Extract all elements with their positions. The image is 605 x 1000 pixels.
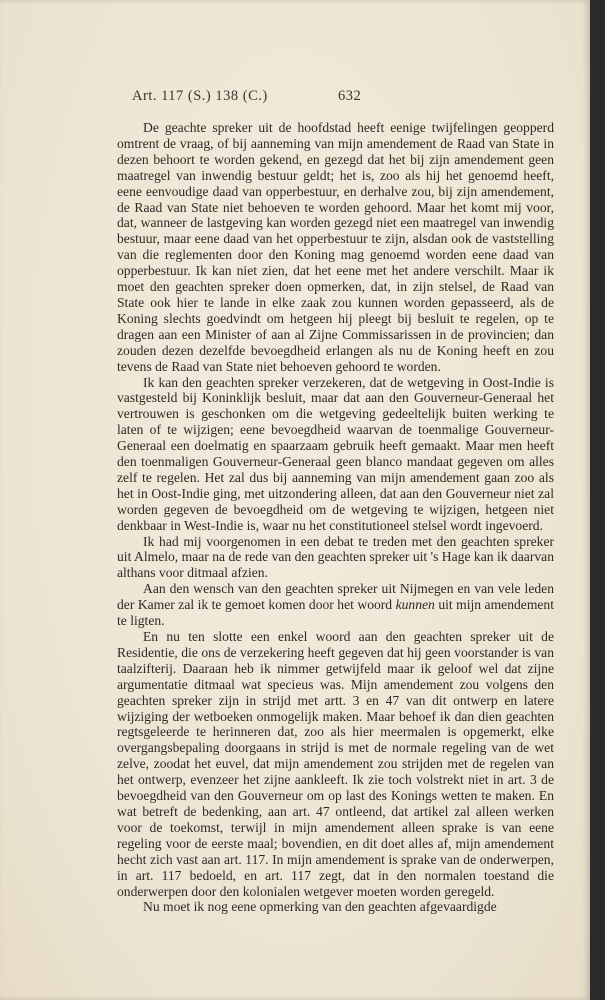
running-title: Art. 117 (S.) 138 (C.)	[132, 88, 268, 104]
paragraph: Ik kan den geachten spreker verzekeren, dat de wetgeving in Oost-Indie is vastgesteld bij Koninklijk besluit, maar dat aan den Gouverneur-Generaal het vertrouwen is geschonken om die wetgeving gedeeltelijk buiten werking te laten of te wijzigen; eene bevoegdheid waarvan de toenmalige Gouverneur-Generaal een doelmatig en spaarzaam gebruik heeft gemaakt. Maar men heeft den toenmaligen Gouverneur-Generaal geen blanco mandaat gegeven om alles zelf te regelen. Het zal dus bij aanneming van mijn amendement gaan zoo als het in Oost-Indie ging, met uitzondering alleen, dat aan den Gouverneur niet zal worden gegeven de bevoegdheid om de wetgeving te wijzigen, hetgeen niet denkbaar in West-Indie is, waar nu het constitutioneel stelsel wordt ingevoerd.	[117, 374, 554, 533]
paragraph	[117, 581, 554, 629]
emphasized-word: kunnen	[395, 597, 435, 613]
paragraph: En nu ten slotte een enkel woord aan den geachten spreker uit de Residentie, die ons de verzekering heeft gegeven dat hij geen voorstander is van taalzifterij. Daaraan heb ik nimmer getwijfeld maar ik geloof wel dat zijne argumentatie ditmaal wat specieus was. Mijn amendement zou volgens den geachten spreker zijn in strijd met artt. 3 en 47 van dit ontwerp en latere wijziging der wetboeken onmogelijk maken. Maar behoef ik dan dien geachten regtsgeleerde te herinneren dat, zoo als hier meermalen is opgemerkt, elke overgangsbepaling doorgaans in strijd is met de normale regeling van de wet zelve, zoodat het euvel, dat mijn amendement zou strijden met de regelen van het ontwerp, evenzeer het zijne aankleeft. Ik zie toch volstrekt niet in art. 3 de bevoegdheid van den Gouverneur om op last des Konings wetten te maken. En wat betreft de bedenking, aan art. 47 ontleend, dat artikel zal alleen werken voor de toekomst, terwijl in mijn amendement alleen sprake is van eene regeling voor de eerste maal; bovendien, en dit doet alles af, mijn amendement hecht zich vast aan art. 117. In mijn amendement is sprake van de onderwerpen, in art. 117 bedoeld, en art. 117 zegt, dat in den normalen toestand die onderwerpen door den kolonialen wetgever moeten worden geregeld.	[117, 629, 554, 899]
page-number: 632	[338, 88, 362, 104]
paragraph: Nu moet ik nog eene opmerking van den geachten afgevaardigde	[143, 899, 497, 915]
body-text	[117, 120, 554, 915]
paragraph: Ik had mij voorgenomen in een debat te treden met den geachten spreker uit Almelo, maar na de rede van den geachten spreker uit 's Hage kan ik daarvan althans voor ditmaal afzien.	[117, 533, 554, 581]
paragraph-text: uit mijn amendement te ligten.	[117, 597, 555, 629]
running-header	[132, 88, 552, 105]
paragraph: De geachte spreker uit de hoofdstad heeft eenige twijfelingen geopperd omtrent de vraag, of bij aanneming van mijn amendement de Raad van State in dezen behoort te worden gekend, en gezegd dat het bij zijn amendement geen maatregel van inwendig bestuur geldt; het is, zoo als hij het genoemd heeft, eene eenvoudige daad van opperbestuur, en derhalve zou, bij zijn amendement, de Raad van State niet behoeven te worden gehoord. Maar het komt mij voor, dat, wanneer de lastgeving kan worden gezegd niet een maatregel van inwendig bestuur, maar eene daad van het opperbestuur te zijn, alsdan ook de vaststelling van die reglementen door den Koning mag genoemd worden eene daad van opperbestuur. Ik kan niet zien, dat het eene met het andere verschilt. Maar ik moet den geachten spreker doen opmerken, dat, in zijn stelsel, de Raad van State ook hier te lande in elke zaak zou kunnen worden gepasseerd, als de Koning slechts goedvindt om hetgeen hij pleegt bij besluit te regelen, op te dragen aan een Minister of aan al Zijne Commissarissen in de provincien; dan zouden dezen dezelfde bevoegdheid erlangen als nu de Koning heeft en zou tevens de Raad van State niet behoeven gehoord te worden.	[117, 120, 554, 374]
paragraph-text: Aan den wensch van den geachten spreker uit Nijmegen en van vele leden der Kamer zal ik te gemoet komen door het woord	[117, 581, 554, 613]
